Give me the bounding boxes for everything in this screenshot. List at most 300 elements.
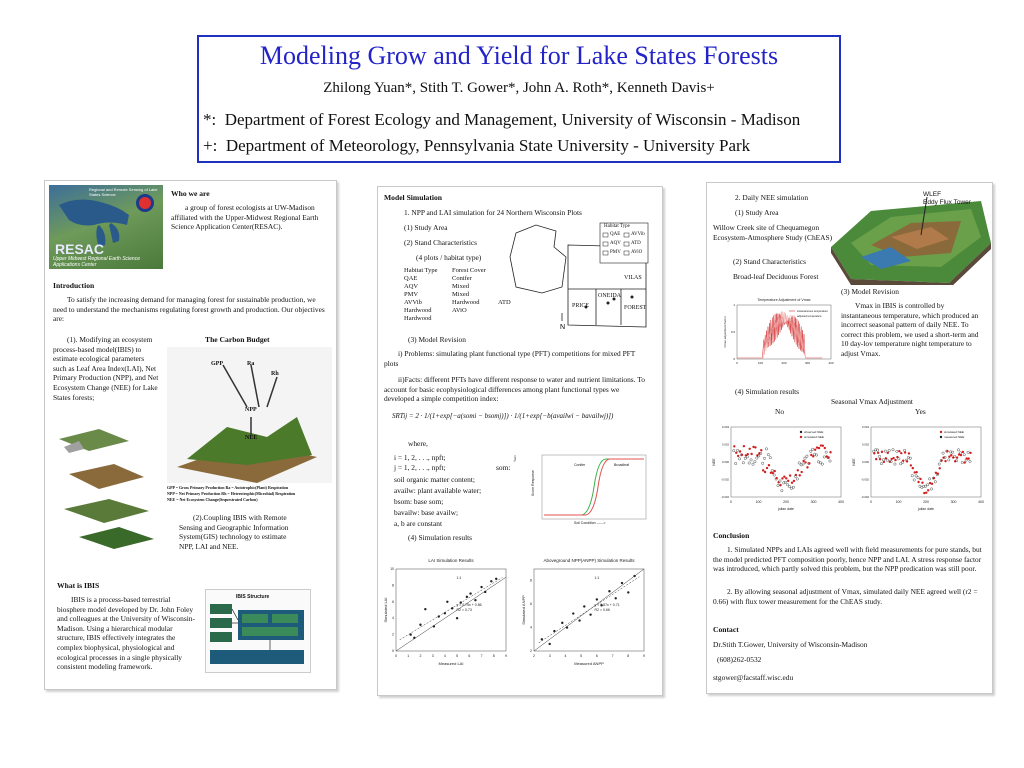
- contact-heading: Contact: [713, 625, 739, 634]
- nee-x-tick: 400: [838, 500, 844, 504]
- data-point: [541, 638, 543, 640]
- x-tick-label: 6: [468, 654, 471, 658]
- y-axis-label: Simulated LAI: [383, 597, 388, 623]
- nee-point-simulated: [894, 459, 896, 461]
- data-point: [424, 608, 426, 610]
- where-j: j = 1, 2, . . ., npft;: [394, 463, 446, 472]
- left-panel: [44, 180, 337, 690]
- where-j-right: j: [514, 453, 517, 462]
- nee-point-simulated: [781, 477, 783, 479]
- nee-y-tick: 0.002: [862, 442, 869, 447]
- nee-y-tick: -0.004: [721, 495, 729, 499]
- map-legend-qae: QAE: [610, 232, 621, 237]
- seasonal-header: Seasonal Vmax Adjustment: [831, 397, 913, 406]
- resac-logo: [49, 185, 163, 269]
- data-point: [615, 597, 617, 599]
- data-point: [495, 578, 497, 580]
- som-label: som:: [496, 463, 511, 472]
- nee-point-simulated: [802, 460, 804, 462]
- nee-point-simulated: [829, 451, 831, 453]
- objective-1: (1). Modifying an ecosystem process-based model(IBIS) to estimate ecological parameters such as Leaf Area Index(LAI), Net Primary Production (NPP), and Net Ecosystem Change (NEE) for Lake States forests;: [53, 335, 159, 402]
- stand-char-2: (2) Stand Characteristics: [733, 257, 807, 266]
- vmax-text: Vmax in IBIS is controlled by instantaneous temperature, which produced an incorrect seasonal pattern of daily NEE. To correct this problem, we used a short-term and 10 day-lov temperature night temperature to adjust Vmax.: [841, 301, 979, 358]
- x-tick-label: 7: [480, 654, 483, 658]
- right-panel: [706, 182, 993, 694]
- contact-name: Dr.Stith T.Gower, University of Wisconsin-Madison: [713, 640, 868, 649]
- item-1: 1. NPP and LAI simulation for 24 Northern Wisconsin Plots: [404, 208, 582, 217]
- nee-point-simulated: [904, 451, 906, 453]
- lai-chart-svg: [380, 547, 520, 677]
- problem-text: i) Problems: simulating plant functional type (PFT) competitions for mixed PFT plots: [384, 349, 636, 368]
- atd-label: ATD: [498, 299, 511, 306]
- map-label-oneida: ONEIDA: [598, 293, 621, 299]
- habitat-row: Habitat Type Forest Cover: [404, 267, 486, 274]
- model-sim-heading: Model Simulation: [384, 193, 443, 202]
- nee-point-simulated: [735, 452, 737, 454]
- x-tick-label: 4: [564, 654, 567, 658]
- nee-point-simulated: [814, 448, 816, 450]
- x-tick-label: 6: [595, 654, 598, 658]
- curve-ylabel: Score Response: [530, 470, 535, 496]
- nee-point-simulated: [879, 458, 881, 460]
- nee-point-simulated: [791, 482, 793, 484]
- nee-point-simulated: [877, 452, 879, 454]
- nee-x-tick: 400: [978, 500, 984, 504]
- nee-point-simulated: [800, 471, 802, 473]
- conclusion-1: 1. Simulated NPPs and LAIs agreed well with field measurements for pure stands, but the model predicted PFT composition poorly, hence NPP and LAI. A stress response factor was introduced, which partly solved this problem, but the NPP predication was still poor.: [713, 545, 982, 574]
- def-availw: availw: plant available water;: [394, 486, 482, 495]
- x-tick-label: 1: [407, 654, 410, 658]
- nee-point-simulated: [737, 455, 739, 457]
- nee-point-simulated: [775, 477, 777, 479]
- affiliation-text-2: Department of Meteorology, Pennsylvania State University - University Park: [225, 136, 751, 155]
- data-point: [490, 580, 492, 582]
- nee-yes-chart-svg: [849, 419, 991, 525]
- map-legend-pmv: PMV: [610, 250, 621, 255]
- contact-email: stgower@facstaff.wisc.edu: [713, 673, 794, 682]
- nee-x-label: julian date: [778, 507, 794, 511]
- vmax-chart: [721, 295, 837, 375]
- nee-point-simulated: [783, 476, 785, 478]
- nee-point-simulated: [946, 450, 948, 452]
- nee-chart-no: [709, 419, 851, 525]
- vmax-x-tick: 0: [736, 361, 738, 365]
- nee-point-simulated: [948, 455, 950, 457]
- data-point: [578, 619, 580, 621]
- carbon-legend-line-2: NPP = Net Primary Production Rh = Heterotrophic(Microbial) Respiration: [167, 491, 296, 496]
- habitat-row: Hardwood: [404, 315, 432, 322]
- vmax-legend-label: instantaneous temperature: [797, 310, 828, 313]
- data-point: [484, 591, 486, 593]
- nee-point-simulated: [967, 457, 969, 459]
- nee-point-simulated: [768, 464, 770, 466]
- ibis-structure-diagram: [205, 589, 311, 673]
- nee-point-simulated: [921, 482, 923, 484]
- nee-point-simulated: [881, 451, 883, 453]
- vmax-x-tick: 200: [781, 361, 787, 365]
- nee-point-simulated: [883, 461, 885, 463]
- vmax-y-label: Vmax adjustment factor: [723, 316, 727, 348]
- data-point: [583, 605, 585, 607]
- nee-point-simulated: [919, 478, 921, 480]
- nee-point-simulated: [733, 445, 735, 447]
- nee-legend-label: measured NEE: [944, 435, 965, 439]
- data-point: [621, 582, 623, 584]
- data-point: [561, 622, 563, 624]
- vmax-legend-label: adjusted temperature: [797, 315, 822, 318]
- map-legend-title: Habitat Type: [604, 224, 630, 229]
- data-point: [572, 612, 574, 614]
- nee-x-tick: 300: [950, 500, 957, 504]
- map-legend-aqv: AQV: [610, 241, 621, 246]
- tower-label-1: WLEF: [923, 191, 942, 198]
- y-tick-label: 6: [530, 602, 532, 607]
- data-point: [596, 598, 598, 600]
- vmax-x-tick: 100: [757, 361, 764, 365]
- nee-point-simulated: [887, 452, 889, 454]
- nee-point-simulated: [766, 467, 768, 469]
- sim-results-2: (4) Simulation results: [735, 387, 800, 396]
- y-tick-label: 6: [392, 599, 394, 604]
- data-point: [608, 590, 610, 592]
- x-axis-label: Measured LAI: [438, 661, 464, 666]
- landscape-images: [59, 419, 159, 549]
- def-som: soil organic matter content;: [394, 475, 475, 484]
- nee-point-simulated: [956, 456, 958, 458]
- ibis-diagram-title: IBIS Structure: [236, 594, 270, 600]
- habitat-table: [404, 267, 504, 323]
- middle-panel: [377, 186, 663, 696]
- vmax-x-tick: 400: [828, 361, 834, 365]
- nee-x-tick: 200: [923, 500, 929, 504]
- carbon-legend: [167, 485, 335, 503]
- conclusion-2: 2. By allowing seasonal adjustment of Vmax, simulated daily NEE agreed well (r2 = 0.66) with flux tower measurement for the ChEAS study.: [713, 587, 978, 606]
- svg-text:N: N: [560, 324, 566, 331]
- nee-point-simulated: [747, 453, 749, 455]
- where-label: where,: [408, 439, 428, 448]
- vmax-chart-svg: [721, 295, 837, 375]
- data-point: [589, 613, 591, 615]
- nee-x-tick: 100: [895, 500, 902, 504]
- nee-point-simulated: [908, 452, 910, 454]
- nee-point-simulated: [793, 480, 795, 482]
- response-curve: [530, 453, 648, 529]
- habitat-row: AVVib Hardwood: [404, 299, 480, 306]
- def-ab: a, b are constant: [394, 519, 443, 528]
- nee-point-simulated: [822, 445, 824, 447]
- nee-point-simulated: [940, 459, 942, 461]
- data-point: [409, 633, 411, 635]
- nee-point-simulated: [806, 466, 808, 468]
- nee-point-simulated: [777, 481, 779, 483]
- poster-title: Modeling Grow and Yield for Lake States Forests: [259, 41, 779, 70]
- regression-equation: y = 0.75x + 0.86: [456, 602, 482, 607]
- nee-point-simulated: [969, 452, 971, 454]
- affiliation-text-1: Department of Forest Ecology and Management, University of Wisconsin - Madison: [224, 110, 801, 129]
- nee-point-simulated: [892, 457, 894, 459]
- data-point: [456, 617, 458, 619]
- where-i: i = 1, 2, . . ., npft;: [394, 453, 446, 462]
- r-squared-label: R2 = 0.73: [456, 607, 472, 612]
- data-point: [466, 596, 468, 598]
- nee-point-simulated: [762, 469, 764, 471]
- nee-point-simulated: [873, 452, 875, 454]
- nee-legend-label: simulated NEE: [944, 430, 964, 434]
- nee-point-simulated: [937, 473, 939, 475]
- x-tick-label: 8: [492, 654, 495, 658]
- nee-legend-label: simulated NEE: [804, 435, 824, 439]
- r-squared-label: R2 = 0.66: [594, 607, 610, 612]
- map-legend-avio: AViO: [631, 250, 643, 255]
- nee-y-tick: -0.002: [861, 477, 869, 482]
- y-tick-label: 4: [530, 625, 532, 630]
- habitat-row: Hardwood AViO: [404, 307, 467, 314]
- curve-xlabel: Soil Condition ------>: [574, 521, 606, 525]
- nee-y-tick: 0.000: [862, 460, 869, 464]
- yes-label: Yes: [915, 407, 926, 416]
- anpp-chart-svg: [518, 547, 660, 677]
- anpp-chart: [518, 547, 660, 677]
- title-box: [197, 35, 841, 163]
- vmax-y-tick: 0.5: [730, 330, 735, 334]
- study-area-1: (1) Study Area: [404, 223, 448, 232]
- ibis-text: IBIS is a process-based terrestrial biosphere model developed by Dr. John Foley and colleagues at the University of Wisconsin-Madison. Using a hierarchical modular structure, IBIS effectively integrates the complex biophysical, physiological and ecological processes in a single physically consistent modeling framework.: [57, 595, 195, 672]
- sim-results-1: (4) Simulation results: [408, 533, 473, 542]
- rh-label: Rh: [271, 371, 279, 377]
- nee-x-tick: 200: [783, 500, 789, 504]
- study-area-2: (1) Study Area: [735, 208, 779, 217]
- nee-y-tick: -0.002: [721, 477, 729, 482]
- plots-note: (4 plots / habitat type): [416, 253, 482, 262]
- nee-y-tick: 0.004: [862, 425, 869, 429]
- nee-point-simulated: [799, 474, 801, 476]
- nee-plot-area: [731, 427, 841, 497]
- nee-point-simulated: [789, 474, 791, 476]
- y-tick-label: 4: [392, 616, 394, 621]
- ra-label: Ra: [247, 361, 255, 367]
- affiliation-2: [203, 136, 750, 156]
- nee-point-simulated: [739, 450, 741, 452]
- nee-point-simulated: [915, 471, 917, 473]
- nee-chart-yes: [849, 419, 991, 525]
- data-point: [446, 601, 448, 603]
- nee-point-simulated: [749, 448, 751, 450]
- plot-area: [396, 569, 506, 651]
- y-tick-label: 0: [392, 649, 394, 653]
- y-tick-label: 8: [530, 578, 532, 583]
- nee-point-simulated: [787, 480, 789, 482]
- stand-char-1: (2) Stand Characteristics: [404, 238, 478, 247]
- x-tick-label: 2: [533, 654, 535, 658]
- facts-text: ii)Facts: different PFTs have different response to water and nutrient limitations. To account for basic ecophysiological differences among plant functional types we developed a simple competition index:: [384, 375, 645, 404]
- contact-phone: (608)262-0532: [717, 655, 762, 664]
- nee-point-simulated: [750, 453, 752, 455]
- data-point: [549, 643, 551, 645]
- no-label: No: [775, 407, 785, 416]
- carbon-legend-line-3: NEE = Net Ecosystem Change(Sequestrated Carbon): [167, 497, 258, 502]
- x-tick-label: 3: [431, 654, 434, 658]
- carbon-heading: The Carbon Budget: [205, 335, 270, 344]
- y-tick-label: 2: [530, 649, 532, 653]
- nee-point-simulated: [944, 460, 946, 462]
- y-tick-label: 8: [392, 583, 394, 588]
- nee-point-simulated: [912, 467, 914, 469]
- nee-point-simulated: [760, 449, 762, 451]
- def-bsom: bsom: base som;: [394, 497, 444, 506]
- affiliation-mark-2: +:: [203, 136, 218, 155]
- intro-text: To satisfy the increasing demand for managing forest for sustainable production, we need to understand the mechanisms regulating forest growth and production. Our objectives are:: [53, 295, 325, 324]
- nee-point-simulated: [964, 461, 966, 463]
- habitat-row: AQV Mixed: [404, 283, 469, 290]
- nee-point-simulated: [818, 447, 820, 449]
- vmax-y-tick: 1: [733, 303, 735, 307]
- map-legend-avvib: AVVib: [631, 232, 645, 237]
- curve-legend-conifer: Conifer: [574, 463, 586, 467]
- nee-point-simulated: [827, 456, 829, 458]
- nee-point-simulated: [797, 469, 799, 471]
- ibis-heading: What is IBIS: [57, 581, 100, 590]
- x-tick-label: 0: [395, 654, 397, 658]
- logo-caption-bottom: Upper Midwest Regional Earth Science Applications Center: [53, 256, 140, 268]
- terrain-image: [831, 187, 991, 285]
- nee-legend-swatch: [800, 431, 802, 433]
- curve-legend-broadleaf: Broadleaf: [614, 463, 629, 467]
- forest-type: Broad-leaf Deciduous Forest: [733, 272, 819, 281]
- nee-x-tick: 0: [870, 500, 872, 504]
- x-tick-label: 5: [456, 654, 459, 658]
- data-point: [480, 586, 482, 588]
- map-label-vilas: VILAS: [624, 275, 642, 281]
- map-legend-atd: ATD: [631, 241, 641, 246]
- conclusion-heading: Conclusion: [713, 531, 750, 540]
- data-point: [451, 607, 453, 609]
- x-axis-label: Measured ANPP: [574, 661, 604, 666]
- x-tick-label: 8: [627, 654, 630, 658]
- nee-point-simulated: [764, 471, 766, 473]
- who-heading: Who we are: [171, 189, 210, 198]
- x-tick-label: 3: [548, 654, 551, 658]
- nee-point-simulated: [939, 467, 941, 469]
- nee-point-simulated: [960, 454, 962, 456]
- site-text: Willow Creek site of Chequamegon Ecosystem-Atmosphere Study (ChEAS): [713, 223, 833, 242]
- nee-legend-label: observed NEE: [804, 430, 824, 434]
- data-point: [433, 625, 435, 627]
- x-tick-label: 9: [505, 654, 507, 658]
- nee-y-label: NEE: [712, 458, 716, 466]
- nee-point-simulated: [824, 447, 826, 449]
- data-point: [419, 624, 421, 626]
- who-text: a group of forest ecologists at UW-Madison affiliated with the Upper-Midwest Regional Earth Science Application Center(RESAC).: [171, 203, 319, 232]
- logo-caption-top: Regional and Remote Sensing of Lake States Science: [89, 187, 158, 197]
- x-tick-label: 7: [611, 654, 614, 658]
- nee-point-simulated: [779, 484, 781, 486]
- data-point: [413, 637, 415, 639]
- tower-label-2: Eddy Flux Tower: [923, 199, 971, 206]
- vmax-chart-title: Temperature Adjustment of Vmax: [757, 298, 811, 302]
- affiliation-mark-1: *:: [203, 110, 217, 129]
- nee-point-simulated: [931, 483, 933, 485]
- affiliation-1: [203, 110, 800, 130]
- nee-point-simulated: [875, 458, 877, 460]
- model-revision-1: (3) Model Revision: [408, 335, 466, 344]
- nee-point-simulated: [925, 491, 927, 493]
- nee-x-label: julian date: [918, 507, 934, 511]
- wisconsin-map: [496, 217, 652, 333]
- data-point: [438, 615, 440, 617]
- x-tick-label: 5: [580, 654, 583, 658]
- data-point: [633, 575, 635, 577]
- nee-legend-swatch: [800, 436, 802, 438]
- nee-point-simulated: [927, 489, 929, 491]
- regression-equation: y = 0.87x + 0.71: [594, 602, 620, 607]
- nee-y-tick: -0.004: [861, 495, 869, 499]
- equation: SRTij = 2 · 1/(1+exp[−a(somi − bsomj)]) · 1/(1+exp[−b(availwi − bavailwj)]): [392, 411, 646, 420]
- x-tick-label: 4: [443, 654, 446, 658]
- nee-y-tick: 0.002: [722, 442, 729, 447]
- y-axis-label: Simulated ANPP: [521, 595, 526, 625]
- nee-point-simulated: [900, 452, 902, 454]
- data-point: [474, 599, 476, 601]
- legend-one-to-one: 1:1: [594, 575, 600, 580]
- nee-y-tick: 0.000: [722, 460, 729, 464]
- nee-point-simulated: [906, 460, 908, 462]
- x-tick-label: 2: [419, 654, 422, 658]
- nee-y-tick: 0.004: [722, 425, 729, 429]
- nee-point-simulated: [741, 454, 743, 456]
- nee-no-chart-svg: [709, 419, 851, 525]
- nee-point-simulated: [756, 454, 758, 456]
- nee-x-tick: 300: [810, 500, 817, 504]
- nee-point-simulated: [917, 481, 919, 483]
- nee-point-simulated: [795, 474, 797, 476]
- nee-legend-swatch: [940, 431, 942, 433]
- npp-label: NPP: [245, 407, 257, 413]
- data-point: [444, 612, 446, 614]
- gpp-label: GPP: [211, 361, 223, 367]
- chart-title: LAI Simulation Results: [428, 558, 474, 563]
- habitat-row: QAE Conifer: [404, 275, 472, 282]
- nee-x-tick: 0: [730, 500, 732, 504]
- data-point: [553, 630, 555, 632]
- nee-x-tick: 100: [755, 500, 762, 504]
- nee-point-simulated: [902, 459, 904, 461]
- data-point: [627, 591, 629, 593]
- habitat-row: PMV Mixed: [404, 291, 469, 298]
- item-2: 2. Daily NEE simulation: [735, 193, 809, 202]
- nee-point-simulated: [808, 462, 810, 464]
- data-point: [566, 626, 568, 628]
- nee-point-simulated: [774, 470, 776, 472]
- nee-point-simulated: [785, 477, 787, 479]
- objective-2: (2).Coupling IBIS with Remote Sensing and Geographic Information System(GIS) technology to estimate NPP, LAI and NEE.: [179, 513, 289, 551]
- y-tick-label: 2: [392, 632, 394, 637]
- logo-text: RESAC: [55, 241, 105, 257]
- y-tick-label: 10: [390, 567, 394, 571]
- nee-point-simulated: [804, 461, 806, 463]
- lai-chart: [380, 547, 520, 677]
- legend-one-to-one: 1:1: [456, 575, 462, 580]
- model-revision-2: (3) Model Revision: [841, 287, 899, 296]
- x-tick-label: 9: [643, 654, 645, 658]
- vmax-y-tick: 0: [733, 357, 735, 361]
- nee-label: NEE: [245, 435, 258, 441]
- vmax-x-tick: 300: [804, 361, 811, 365]
- data-point: [469, 592, 471, 594]
- map-label-forest: FOREST: [624, 305, 647, 311]
- nee-point-simulated: [950, 454, 952, 456]
- nee-point-simulated: [933, 477, 935, 479]
- nee-point-simulated: [754, 446, 756, 448]
